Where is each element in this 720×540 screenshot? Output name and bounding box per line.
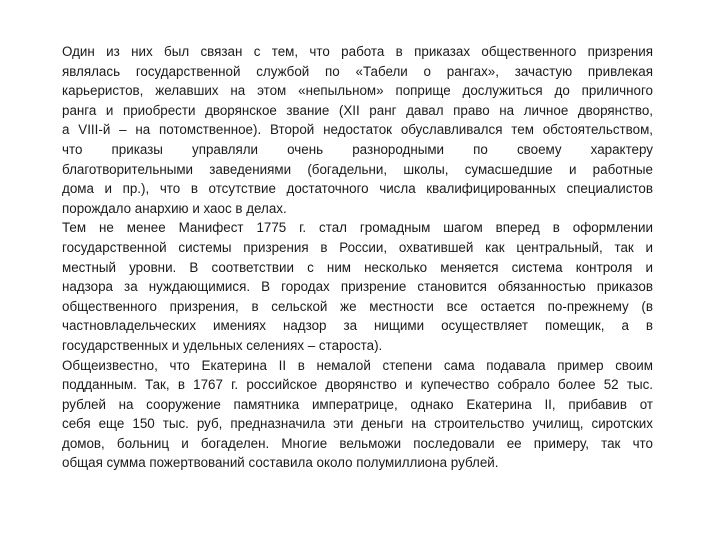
text-line: подданным. Так, в 1767 г. российское дворянство и купечество собрало более 52 тыс. (62, 377, 653, 393)
text-line: общая сумма пожертвований составила около полумиллиона рублей. (62, 455, 499, 471)
text-line: карьеристов, желавших на этом «непыльном» поприще дослужиться до приличного (62, 83, 653, 99)
text-line: дома и пр.), что в отсутствие достаточного числа квалифицированных специалистов (62, 181, 653, 197)
text-line: ранга и приобрести дворянское звание (XII ранг давал право на личное дворянство, (62, 102, 653, 118)
text-line: благотворительными заведениями (богадельни, школы, сумасшедшие и работные (62, 161, 653, 177)
text-line: надзора за нуждающимися. В городах призрение становится обязанностью приказов (62, 279, 653, 295)
text-line: являлась государственной службой по «Табели о рангах», зачастую привлекая (62, 63, 653, 79)
text-line: Тем не менее Манифест 1775 г. стал громадным шагом вперед в оформлении (62, 220, 653, 236)
text-line: местный уровни. В соответствии с ним несколько меняется система контроля и (62, 259, 653, 275)
text-line: что приказы управляли очень разнородными по своему характеру (62, 141, 653, 157)
text-line: общественного призрения, в сельской же местности все остается по-прежнему (в (62, 298, 653, 314)
text-line: домов, больниц и богаделен. Многие вельможи последовали ее примеру, так что (62, 435, 653, 451)
paragraph-3 (62, 356, 653, 474)
text-line: а VIII-й – на потомственное). Второй недостаток обуславливался тем обстоятельством, (62, 122, 653, 138)
text-line: государственных и удельных селениях – староста). (62, 337, 383, 353)
text-line: порождало анархию и хаос в делах. (62, 200, 287, 216)
text-line: рублей на сооружение памятника императрице, однако Екатерина II, прибавив от (62, 396, 653, 412)
text-line: Общеизвестно, что Екатерина II в немалой степени сама подавала пример своим (62, 357, 653, 373)
text-line: государственной системы призрения в России, охватившей как центральный, так и (62, 239, 653, 255)
document-text (62, 42, 653, 473)
text-line: частновладельческих имениях надзор за нищими осуществляет помещик, а в (62, 318, 653, 334)
text-line: Один из них был связан с тем, что работа в приказах общественного призрения (62, 44, 653, 59)
text-line: себя еще 150 тыс. руб, предназначила эти деньги на строительство училищ, сиротских (62, 416, 653, 432)
paragraph-1 (62, 42, 653, 218)
paragraph-2 (62, 218, 653, 355)
